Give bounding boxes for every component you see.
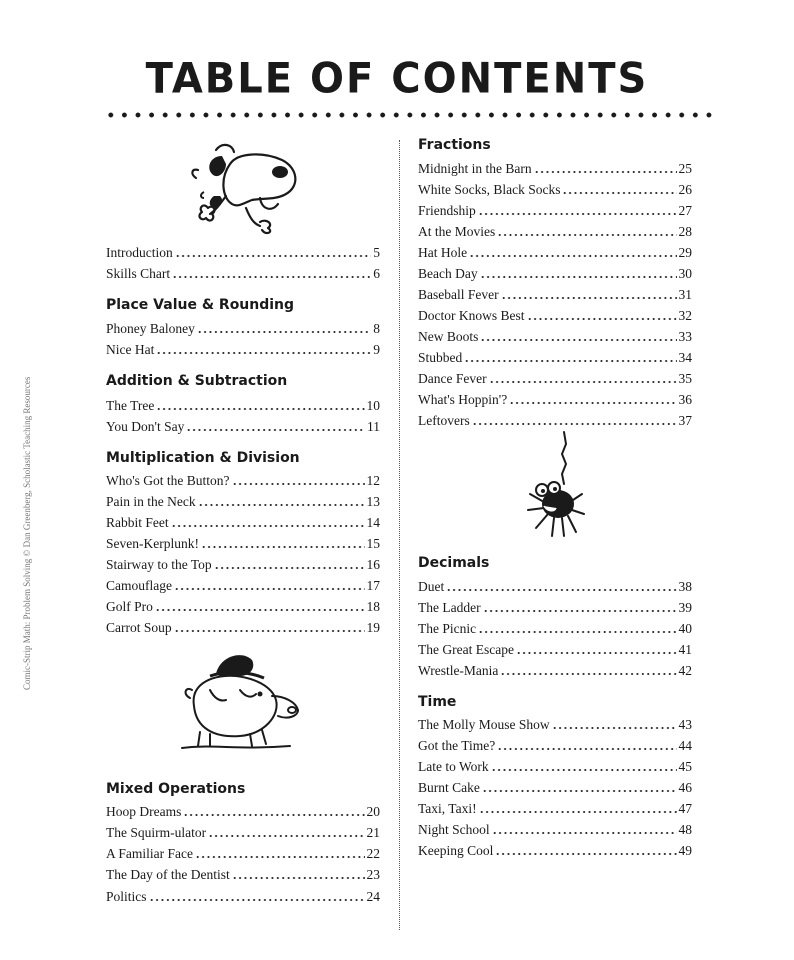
toc-entry[interactable] (418, 715, 692, 735)
toc-entry[interactable] (418, 180, 692, 200)
entry-title: Keeping Cool (418, 842, 494, 858)
entry-title: A Familiar Face (106, 845, 193, 861)
entry-page: 41 (678, 641, 692, 657)
dot-leader (174, 576, 365, 590)
entry-page: 27 (678, 202, 692, 218)
section-heading-decimals: Decimals (418, 555, 490, 571)
toc-entry[interactable] (106, 492, 380, 512)
dot-leader (489, 369, 677, 383)
entry-page: 6 (373, 265, 380, 281)
toc-entry[interactable] (418, 222, 692, 242)
toc-entry[interactable] (418, 736, 692, 756)
entry-title: Midnight in the Barn (418, 160, 532, 176)
entry-page: 36 (678, 391, 692, 407)
entry-title: Nice Hat (106, 341, 155, 357)
entry-page: 23 (366, 866, 380, 882)
toc-entry[interactable] (106, 844, 380, 864)
entry-page: 12 (366, 472, 380, 488)
entry-page: 33 (678, 328, 692, 344)
dot-leader (156, 340, 371, 354)
entry-page: 14 (366, 514, 380, 530)
dot-leader (478, 201, 677, 215)
entry-page: 31 (678, 286, 692, 302)
entry-page: 24 (366, 888, 380, 904)
entry-page: 32 (678, 307, 692, 323)
entry-title: Carrot Soup (106, 619, 172, 635)
toc-entry[interactable] (418, 369, 692, 389)
toc-entry[interactable] (106, 597, 380, 617)
entry-page: 25 (678, 160, 692, 176)
entry-title: Late to Work (418, 758, 489, 774)
entry-title: Skills Chart (106, 265, 171, 281)
entry-page: 46 (678, 779, 692, 795)
section-heading-mixed-operations: Mixed Operations (106, 781, 246, 797)
toc-entry[interactable] (418, 264, 692, 284)
dot-leader (534, 159, 677, 173)
entry-title: Doctor Knows Best (418, 307, 525, 323)
toc-entry-introduction[interactable] (106, 243, 380, 263)
toc-entry[interactable] (106, 340, 380, 360)
entry-page: 21 (366, 824, 380, 840)
toc-entry[interactable] (418, 243, 692, 263)
entry-page: 29 (678, 244, 692, 260)
section-heading-time: Time (418, 694, 457, 710)
entry-page: 42 (678, 662, 692, 678)
entry-page: 9 (373, 341, 380, 357)
entry-title: Duet (418, 578, 445, 594)
entry-page: 16 (366, 556, 380, 572)
entry-title: Stairway to the Top (106, 556, 212, 572)
dot-leader (232, 471, 365, 485)
entry-page: 20 (366, 803, 380, 819)
toc-entry[interactable] (418, 327, 692, 347)
dot-leader (479, 799, 677, 813)
entry-title: Beach Day (418, 265, 478, 281)
section-heading-fractions: Fractions (418, 137, 491, 153)
dot-leader (483, 598, 677, 612)
entry-title: Seven-Kerplunk! (106, 535, 199, 551)
toc-entry[interactable] (106, 555, 380, 575)
page-title: TABLE OF CONTENTS (145, 54, 649, 104)
dot-leader (509, 390, 676, 404)
toc-entry[interactable] (418, 598, 692, 618)
copyright-credit: Comic-Strip Math: Problem Solving © Dan Greenberg, Scholastic Teaching Resources (22, 376, 32, 690)
dot-leader (156, 396, 364, 410)
dot-leader (446, 577, 676, 591)
toc-entry[interactable] (418, 820, 692, 840)
entry-title: Taxi, Taxi! (418, 800, 477, 816)
dot-leader (497, 222, 676, 236)
toc-entry[interactable] (418, 841, 692, 861)
toc-entry[interactable] (418, 757, 692, 777)
entry-page: 18 (366, 598, 380, 614)
entry-title: The Tree (106, 397, 155, 413)
dot-leader (501, 285, 677, 299)
entry-title: Leftovers (418, 412, 470, 428)
entry-title: Baseball Fever (418, 286, 499, 302)
dot-leader (171, 513, 365, 527)
dot-leader (174, 618, 365, 632)
toc-entry[interactable] (418, 577, 692, 597)
section-heading-addition-subtraction: Addition & Subtraction (106, 373, 288, 389)
toc-entry[interactable] (418, 619, 692, 639)
entry-page: 8 (373, 320, 380, 336)
entry-title: You Don't Say (106, 418, 185, 434)
entry-page: 13 (366, 493, 380, 509)
toc-entry[interactable] (106, 417, 380, 437)
entry-page: 34 (678, 349, 692, 365)
toc-entry[interactable] (418, 306, 692, 326)
entry-page: 35 (678, 370, 692, 386)
entry-title: Politics (106, 888, 147, 904)
entry-page: 17 (366, 577, 380, 593)
entry-page: 22 (366, 845, 380, 861)
dot-leader (155, 597, 365, 611)
entry-title: Night School (418, 821, 490, 837)
toc-entry[interactable] (418, 640, 692, 660)
toc-entry[interactable] (106, 887, 380, 907)
entry-page: 10 (366, 397, 380, 413)
entry-page: 5 (373, 244, 380, 260)
dot-leader (175, 243, 372, 257)
dot-leader (552, 715, 677, 729)
entry-title: Stubbed (418, 349, 463, 365)
entry-title: The Picnic (418, 620, 477, 636)
dot-leader (197, 319, 371, 333)
entry-page: 28 (678, 223, 692, 239)
toc-entry[interactable] (418, 778, 692, 798)
entry-title: Wrestle-Mania (418, 662, 499, 678)
entry-title: Hoop Dreams (106, 803, 182, 819)
dot-leader (198, 492, 365, 506)
entry-title: Camouflage (106, 577, 172, 593)
spider-illustration (524, 432, 586, 540)
entry-page: 30 (678, 265, 692, 281)
toc-entry[interactable] (418, 159, 692, 179)
toc-entry[interactable] (106, 513, 380, 533)
entry-page: 48 (678, 821, 692, 837)
entry-title: Introduction (106, 244, 173, 260)
pig-with-hat-illustration (180, 646, 304, 752)
entry-title: New Boots (418, 328, 479, 344)
entry-page: 39 (678, 599, 692, 615)
dot-leader (232, 865, 365, 879)
entry-title: The Molly Mouse Show (418, 716, 550, 732)
toc-entry[interactable] (106, 618, 380, 638)
toc-entry[interactable] (106, 576, 380, 596)
dot-leader (201, 534, 365, 548)
entry-title: The Ladder (418, 599, 481, 615)
entry-title: White Socks, Black Socks (418, 181, 561, 197)
toc-entry[interactable] (106, 319, 380, 339)
entry-title: The Great Escape (418, 641, 514, 657)
toc-entry[interactable] (418, 661, 692, 681)
dot-leader (149, 887, 365, 901)
entry-page: 26 (678, 181, 692, 197)
dot-leader (183, 802, 364, 816)
entry-title: Rabbit Feet (106, 514, 169, 530)
toc-entry[interactable] (106, 802, 380, 822)
dot-leader (464, 348, 676, 362)
dot-leader (195, 844, 365, 858)
entry-title: The Day of the Dentist (106, 866, 230, 882)
entry-title: Burnt Cake (418, 779, 480, 795)
dot-leader (172, 264, 371, 278)
dot-leader (491, 757, 677, 771)
entry-title: Golf Pro (106, 598, 153, 614)
dot-leader (214, 555, 365, 569)
entry-title: Who's Got the Button? (106, 472, 230, 488)
entry-page: 11 (367, 418, 380, 434)
entry-title: Dance Fever (418, 370, 487, 386)
dot-leader (527, 306, 677, 320)
toc-entry[interactable] (106, 865, 380, 885)
dot-leader (500, 661, 676, 675)
toc-entry[interactable] (106, 396, 380, 416)
section-heading-multiplication-division: Multiplication & Division (106, 450, 300, 466)
entry-page: 47 (678, 800, 692, 816)
toc-entry[interactable] (418, 285, 692, 305)
entry-page: 45 (678, 758, 692, 774)
toc-entry[interactable] (418, 799, 692, 819)
column-divider (399, 140, 400, 930)
dot-leader (472, 411, 677, 425)
entry-page: 40 (678, 620, 692, 636)
dot-leader (497, 736, 676, 750)
dot-leader (208, 823, 364, 837)
entry-title: Hat Hole (418, 244, 468, 260)
toc-entry[interactable] (106, 471, 380, 491)
toc-entry[interactable] (418, 348, 692, 368)
dot-leader (186, 417, 365, 431)
toc-entry-skills-chart[interactable] (106, 264, 380, 284)
entry-page: 44 (678, 737, 692, 753)
entry-title: Friendship (418, 202, 476, 218)
entry-title: At the Movies (418, 223, 496, 239)
dot-leader (482, 778, 677, 792)
dot-leader (516, 640, 677, 654)
section-heading-place-value: Place Value & Rounding (106, 297, 295, 313)
entry-page: 19 (366, 619, 380, 635)
toc-entry[interactable] (418, 201, 692, 221)
toc-entry[interactable] (418, 390, 692, 410)
dot-leader (492, 820, 677, 834)
entry-title: What's Hoppin'? (418, 391, 508, 407)
entry-page: 43 (678, 716, 692, 732)
dot-leader (478, 619, 676, 633)
entry-title: The Squirm-ulator (106, 824, 207, 840)
toc-entry[interactable] (418, 411, 692, 431)
dot-leader (469, 243, 676, 257)
entry-title: Pain in the Neck (106, 493, 196, 509)
dot-leader (480, 327, 676, 341)
dot-leader (480, 264, 677, 278)
toc-entry[interactable] (106, 823, 380, 843)
dotted-title-rule (104, 112, 716, 118)
entry-page: 38 (678, 578, 692, 594)
entry-title: Got the Time? (418, 737, 496, 753)
entry-page: 49 (678, 842, 692, 858)
toc-entry[interactable] (106, 534, 380, 554)
entry-title: Phoney Baloney (106, 320, 195, 336)
dot-leader (495, 841, 676, 855)
dot-leader (562, 180, 676, 194)
entry-page: 15 (366, 535, 380, 551)
entry-page: 37 (678, 412, 692, 428)
dog-illustration (186, 138, 306, 234)
